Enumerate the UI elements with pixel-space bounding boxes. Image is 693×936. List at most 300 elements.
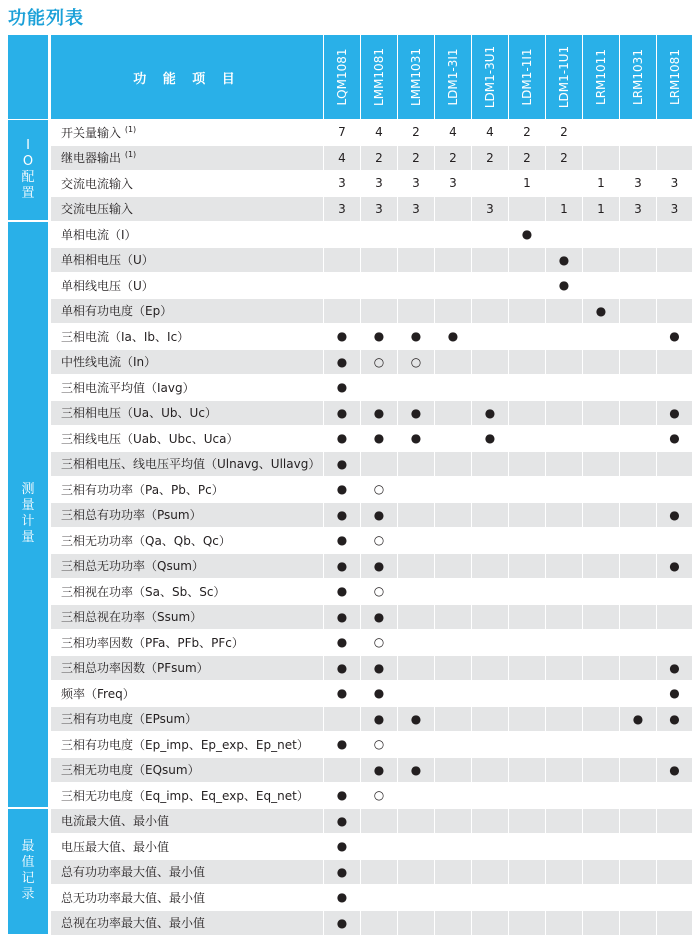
value-cell [620,834,657,860]
value-cell [398,630,435,656]
value-cell [546,299,583,325]
table-row [8,860,693,886]
value-cell: 3 [472,197,509,223]
value-cell [435,452,472,478]
feature-label: 三相视在功率（Sa、Sb、Sc） [61,585,225,599]
feature-cell [51,120,324,146]
value-cell [509,248,546,274]
value-cell [509,299,546,325]
value-cell [546,171,583,197]
value-cell [620,605,657,631]
value-cell [583,350,620,376]
value-cell: ○ [361,350,398,376]
feature-label: 三相相电压、线电压平均值（Ulnavg、Ullavg） [61,457,320,471]
value-cell: ● [361,656,398,682]
value-cell [324,248,361,274]
value-cell: 1 [546,197,583,223]
category-cell [8,222,51,809]
value-cell: 2 [398,120,435,146]
value-cell [583,503,620,529]
feature-label: 单相有功电度（Ep） [61,304,172,318]
value-cell: ○ [361,528,398,554]
table-row [8,350,693,376]
value-cell: 2 [472,146,509,172]
value-cell [657,834,693,860]
table-row [8,120,693,146]
value-cell [398,299,435,325]
feature-label: 交流电压输入 [61,202,133,216]
feature-label: 三相电流平均值（Iavg） [61,381,195,395]
model-header [620,35,657,120]
value-cell [546,656,583,682]
value-cell [509,528,546,554]
value-cell: 3 [324,171,361,197]
feature-cell [51,630,324,656]
value-cell: ● [657,707,693,733]
value-cell [361,809,398,835]
value-cell [583,324,620,350]
value-cell [509,197,546,223]
table-row [8,528,693,554]
value-cell [509,503,546,529]
value-cell [657,146,693,172]
value-cell [657,299,693,325]
value-cell [583,834,620,860]
feature-label: 单相相电压（U） [61,253,154,267]
table-row [8,809,693,835]
feature-cell [51,324,324,350]
feature-cell [51,605,324,631]
value-cell [435,605,472,631]
value-cell [583,911,620,936]
value-cell: ○ [361,579,398,605]
value-cell [398,911,435,936]
value-cell: 3 [398,197,435,223]
feature-label: 三相功率因数（PFa、PFb、PFc） [61,636,244,650]
value-cell [472,732,509,758]
feature-cell [51,452,324,478]
value-cell [472,375,509,401]
value-cell [583,783,620,809]
value-cell: ● [361,426,398,452]
value-cell [583,656,620,682]
value-cell [583,452,620,478]
value-cell [398,248,435,274]
value-cell [657,732,693,758]
value-cell [657,783,693,809]
value-cell [657,120,693,146]
model-name: LRM1031 [631,49,645,105]
value-cell: ● [657,681,693,707]
value-cell: ● [324,732,361,758]
value-cell: ● [657,324,693,350]
value-cell [435,707,472,733]
value-cell [398,860,435,886]
feature-cell [51,401,324,427]
value-cell: ● [361,605,398,631]
feature-label: 总无功功率最大值、最小值 [61,891,205,905]
value-cell [398,477,435,503]
feature-cell [51,911,324,936]
value-cell [546,783,583,809]
value-cell: ● [657,401,693,427]
value-cell [398,273,435,299]
value-cell [435,375,472,401]
value-cell: ● [324,350,361,376]
value-cell: ● [324,401,361,427]
feature-cell [51,656,324,682]
value-cell: ● [509,222,546,248]
value-cell [620,783,657,809]
value-cell [657,375,693,401]
value-cell [620,630,657,656]
value-cell [472,503,509,529]
feature-cell [51,503,324,529]
value-cell [546,528,583,554]
value-cell: 3 [620,197,657,223]
value-cell [620,860,657,886]
value-cell [620,477,657,503]
value-cell [620,911,657,936]
value-cell [546,222,583,248]
table-row [8,681,693,707]
value-cell: ● [324,605,361,631]
feature-cell [51,554,324,580]
model-name: LDM1-1U1 [557,46,571,108]
value-cell [509,452,546,478]
value-cell [509,630,546,656]
feature-label: 继电器输出 [61,151,121,165]
value-cell: 3 [361,171,398,197]
value-cell [620,350,657,376]
value-cell: 2 [435,146,472,172]
value-cell: ● [620,707,657,733]
value-cell [583,401,620,427]
value-cell [620,758,657,784]
value-cell: ● [324,783,361,809]
value-cell [546,324,583,350]
value-cell [546,834,583,860]
value-cell: ● [324,885,361,911]
category-cell [8,809,51,936]
corner-cell [8,35,51,120]
value-cell: ● [361,707,398,733]
value-cell [620,248,657,274]
value-cell [657,477,693,503]
value-cell: 4 [324,146,361,172]
value-cell: 3 [361,197,398,223]
category-label: 测 量 计 量 [21,482,35,546]
value-cell [509,809,546,835]
value-cell: ● [324,528,361,554]
value-cell [546,885,583,911]
value-cell [620,452,657,478]
value-cell [509,732,546,758]
value-cell [435,350,472,376]
value-cell [435,273,472,299]
value-cell [620,146,657,172]
feature-label: 总视在功率最大值、最小值 [61,916,205,930]
value-cell [435,783,472,809]
value-cell [583,579,620,605]
value-cell [657,273,693,299]
table-row [8,477,693,503]
value-cell [620,120,657,146]
value-cell [398,656,435,682]
value-cell: 4 [435,120,472,146]
value-cell: 4 [361,120,398,146]
feature-label: 三相无功电度（EQsum） [61,763,200,777]
model-header [435,35,472,120]
feature-label: 三相线电压（Uab、Ubc、Uca） [61,432,239,446]
value-cell [472,554,509,580]
feature-label: 总有功功率最大值、最小值 [61,865,205,879]
value-cell [546,860,583,886]
value-cell: 7 [324,120,361,146]
value-cell [398,605,435,631]
feature-cell [51,834,324,860]
value-cell [435,426,472,452]
table-row [8,299,693,325]
category-label: 最 值 记 录 [21,839,35,903]
value-cell [657,350,693,376]
model-header [657,35,693,120]
value-cell [583,732,620,758]
feature-cell [51,528,324,554]
category-label: I O 配 置 [21,138,35,202]
table-row [8,146,693,172]
value-cell [435,401,472,427]
model-header [583,35,620,120]
table-row [8,273,693,299]
value-cell [435,732,472,758]
value-cell [435,477,472,503]
value-cell [435,248,472,274]
value-cell [620,299,657,325]
value-cell [435,503,472,529]
value-cell [361,452,398,478]
value-cell [472,860,509,886]
value-cell [435,860,472,886]
value-cell: ● [398,707,435,733]
feature-cell [51,758,324,784]
value-cell: ● [324,681,361,707]
value-cell: ● [472,426,509,452]
category-cell [8,120,51,222]
feature-label: 开关量输入 [61,126,121,140]
value-cell: 2 [361,146,398,172]
value-cell [472,579,509,605]
value-cell [435,885,472,911]
table-row [8,222,693,248]
feature-cell [51,477,324,503]
value-cell [361,911,398,936]
value-cell: ● [398,758,435,784]
feature-label: 三相总视在功率（Ssum） [61,610,202,624]
value-cell [398,528,435,554]
value-cell [583,477,620,503]
value-cell [583,222,620,248]
feature-label: 频率（Freq） [61,687,135,701]
value-cell [583,146,620,172]
value-cell [583,681,620,707]
value-cell [509,885,546,911]
feature-cell [51,222,324,248]
value-cell [546,605,583,631]
value-cell [361,222,398,248]
value-cell: 3 [398,171,435,197]
value-cell: ○ [361,732,398,758]
value-cell [361,273,398,299]
value-cell [398,834,435,860]
value-cell [620,273,657,299]
value-cell [657,885,693,911]
feature-label: 三相有功功率（Pa、Pb、Pc） [61,483,224,497]
value-cell: ● [324,579,361,605]
value-cell: 2 [546,120,583,146]
value-cell [472,758,509,784]
value-cell [435,528,472,554]
value-cell [546,630,583,656]
value-cell [472,324,509,350]
value-cell [324,758,361,784]
value-cell: 3 [324,197,361,223]
table-row [8,171,693,197]
value-cell [509,324,546,350]
model-header [472,35,509,120]
value-cell [509,477,546,503]
value-cell: ● [324,911,361,936]
value-cell [398,554,435,580]
feature-label: 三相电流（Ia、Ib、Ic） [61,330,189,344]
table-row [8,579,693,605]
value-cell [620,528,657,554]
value-cell: ● [324,477,361,503]
value-cell [620,554,657,580]
value-cell [435,630,472,656]
value-cell [657,579,693,605]
value-cell [509,375,546,401]
feature-label: 电流最大值、最小值 [61,814,169,828]
value-cell: ● [657,426,693,452]
feature-label: 三相总功率因数（PFsum） [61,661,209,675]
value-cell [657,911,693,936]
value-cell [472,350,509,376]
feature-cell [51,299,324,325]
value-cell [472,630,509,656]
value-cell [324,273,361,299]
feature-cell [51,809,324,835]
value-cell [620,656,657,682]
value-cell [583,248,620,274]
model-header [398,35,435,120]
value-cell [435,197,472,223]
value-cell [509,656,546,682]
value-cell: 2 [509,146,546,172]
table-row [8,197,693,223]
value-cell [361,885,398,911]
table-row [8,656,693,682]
model-name: LRM1081 [668,49,682,105]
value-cell [361,248,398,274]
value-cell: ● [361,401,398,427]
value-cell: ● [657,656,693,682]
value-cell [620,401,657,427]
value-cell [546,426,583,452]
value-cell [472,477,509,503]
model-name: LMM1081 [372,48,386,106]
value-cell [620,809,657,835]
value-cell: ● [324,554,361,580]
value-cell [583,554,620,580]
footnote-marker: (1) [125,125,136,134]
value-cell [657,222,693,248]
model-name: LDM1-3U1 [483,46,497,108]
value-cell [509,707,546,733]
feature-label: 单相线电压（U） [61,279,154,293]
value-cell: 4 [472,120,509,146]
value-cell: ● [324,860,361,886]
table-row [8,911,693,936]
feature-cell [51,197,324,223]
value-cell [361,375,398,401]
table-row [8,248,693,274]
function-table [8,35,693,936]
value-cell [509,783,546,809]
value-cell [398,681,435,707]
table-row [8,554,693,580]
value-cell: ○ [361,630,398,656]
model-header [509,35,546,120]
table-row [8,401,693,427]
value-cell [657,860,693,886]
value-cell [583,630,620,656]
value-cell [546,707,583,733]
model-name: LRM1011 [594,49,608,105]
value-cell [435,554,472,580]
value-cell [546,681,583,707]
feature-cell [51,579,324,605]
value-cell [546,350,583,376]
footnote-marker: (1) [125,150,136,159]
value-cell [509,579,546,605]
model-name: LMM1031 [409,48,423,106]
feature-label: 电压最大值、最小值 [61,840,169,854]
value-cell: ○ [361,477,398,503]
table-row [8,605,693,631]
table-row [8,732,693,758]
value-cell [435,911,472,936]
feature-cell [51,273,324,299]
value-cell [546,758,583,784]
value-cell [435,222,472,248]
feature-label: 单相电流（I） [61,228,137,242]
feature-label: 中性线电流（In） [61,355,156,369]
value-cell [620,579,657,605]
value-cell [509,426,546,452]
value-cell: ● [657,758,693,784]
value-cell [472,809,509,835]
value-cell [620,324,657,350]
value-cell [546,579,583,605]
value-cell [472,452,509,478]
feature-cell [51,426,324,452]
value-cell [583,528,620,554]
value-cell [657,528,693,554]
value-cell [620,375,657,401]
value-cell [361,834,398,860]
feature-label: 三相无功功率（Qa、Qb、Qc） [61,534,231,548]
